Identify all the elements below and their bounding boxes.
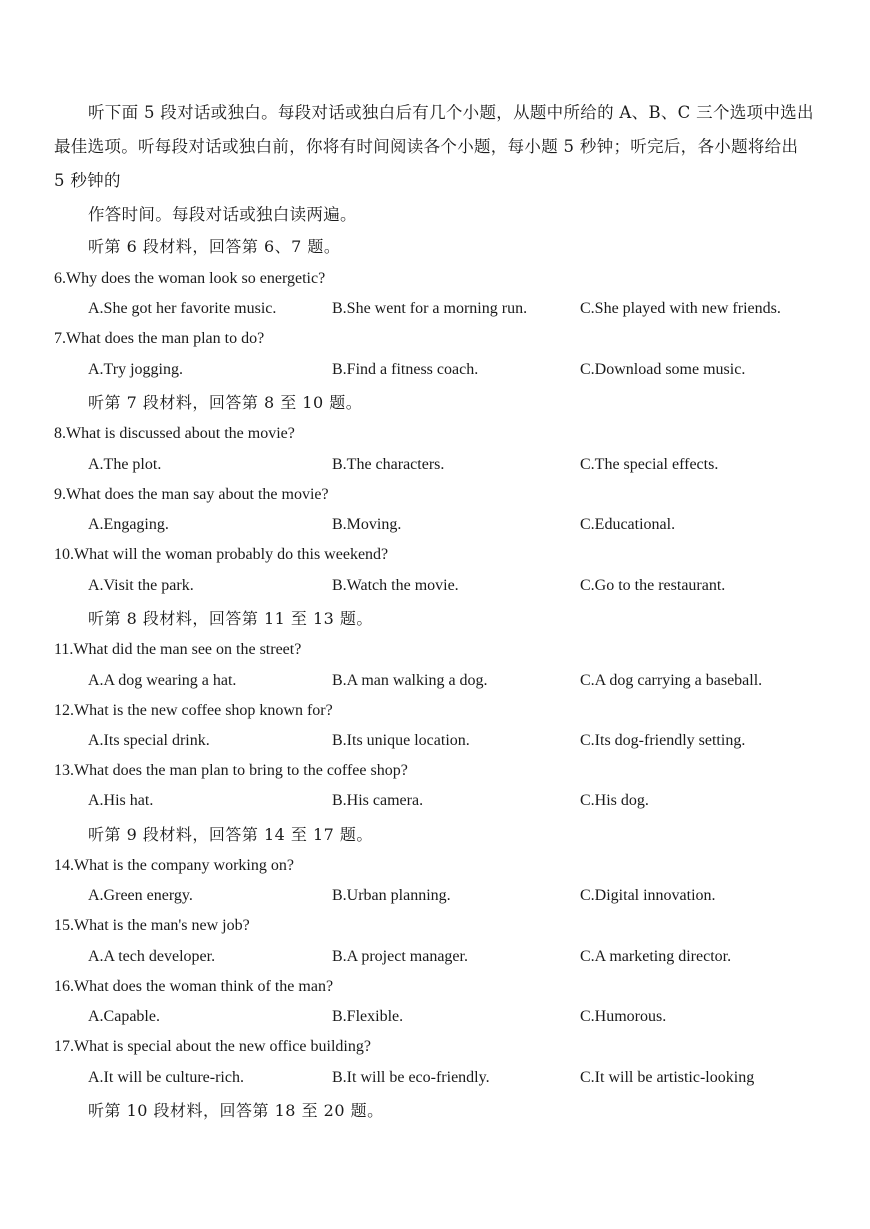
q8-option-c: C.The special effects. <box>580 456 719 473</box>
q8-option-a: A.The plot. <box>88 456 162 473</box>
q9-option-b: B.Moving. <box>332 516 402 533</box>
question-16: 16.What does the woman think of the man? <box>54 978 334 995</box>
q16-option-a: A.Capable. <box>88 1008 160 1025</box>
question-10: 10.What will the woman probably do this weekend? <box>54 546 389 563</box>
q8-option-b: B.The characters. <box>332 456 445 473</box>
q11-option-a: A.A dog wearing a hat. <box>88 672 237 689</box>
section-heading-10: 听第 10 段材料，回答第 18 至 20 题。 <box>88 1101 384 1120</box>
q16-option-b: B.Flexible. <box>332 1008 404 1025</box>
section-heading-8: 听第 8 段材料，回答第 11 至 13 题。 <box>88 609 373 628</box>
q15-option-b: B.A project manager. <box>332 948 468 965</box>
question-13: 13.What does the man plan to bring to the coffee shop? <box>54 762 408 779</box>
q6-option-c: C.She played with new friends. <box>580 300 781 317</box>
question-14: 14.What is the company working on? <box>54 857 294 874</box>
q9-option-c: C.Educational. <box>580 516 676 533</box>
q12-option-a: A.Its special drink. <box>88 732 210 749</box>
q16-option-c: C.Humorous. <box>580 1008 667 1025</box>
q15-option-a: A.A tech developer. <box>88 948 216 965</box>
q7-option-c: C.Download some music. <box>580 361 746 378</box>
q17-option-b: B.It will be eco-friendly. <box>332 1069 490 1086</box>
q15-option-c: C.A marketing director. <box>580 948 732 965</box>
q7-option-a: A.Try jogging. <box>88 361 183 378</box>
q14-option-c: C.Digital innovation. <box>580 887 716 904</box>
question-11: 11.What did the man see on the street? <box>54 641 302 658</box>
question-15: 15.What is the man's new job? <box>54 917 250 934</box>
q11-option-b: B.A man walking a dog. <box>332 672 488 689</box>
q10-option-a: A.Visit the park. <box>88 577 194 594</box>
q9-option-a: A.Engaging. <box>88 516 169 533</box>
question-9: 9.What does the man say about the movie? <box>54 486 329 503</box>
instructions-line-1: 听下面 5 段对话或独白。每段对话或独白后有几个小题，从题中所给的 A、B、C 三个选项中选出 <box>88 103 814 122</box>
q6-option-b: B.She went for a morning run. <box>332 300 528 317</box>
q14-option-a: A.Green energy. <box>88 887 193 904</box>
question-8: 8.What is discussed about the movie? <box>54 425 295 442</box>
q13-option-a: A.His hat. <box>88 792 154 809</box>
q10-option-b: B.Watch the movie. <box>332 577 459 594</box>
question-7: 7.What does the man plan to do? <box>54 330 265 347</box>
instructions-line-2: 最佳选项。听每段对话或独白前，你将有时间阅读各个小题，每小题 5 秒钟；听完后，各小题将给出 <box>54 137 799 156</box>
q13-option-b: B.His camera. <box>332 792 424 809</box>
instructions <box>54 96 840 232</box>
q13-option-c: C.His dog. <box>580 792 649 809</box>
section-heading-6: 听第 6 段材料，回答第 6、7 题。 <box>88 237 341 256</box>
instructions-line-3: 5 秒钟的 <box>54 171 121 190</box>
q7-option-b: B.Find a fitness coach. <box>332 361 479 378</box>
q11-option-c: C.A dog carrying a baseball. <box>580 672 763 689</box>
q6-option-a: A.She got her favorite music. <box>88 300 277 317</box>
question-12: 12.What is the new coffee shop known for? <box>54 702 333 719</box>
q10-option-c: C.Go to the restaurant. <box>580 577 726 594</box>
question-17: 17.What is special about the new office building? <box>54 1038 371 1055</box>
q12-option-c: C.Its dog-friendly setting. <box>580 732 746 749</box>
instructions-line-4: 作答时间。每段对话或独白读两遍。 <box>88 205 357 224</box>
q17-option-a: A.It will be culture-rich. <box>88 1069 244 1086</box>
section-heading-9: 听第 9 段材料，回答第 14 至 17 题。 <box>88 825 373 844</box>
question-6: 6.Why does the woman look so energetic? <box>54 270 326 287</box>
q12-option-b: B.Its unique location. <box>332 732 470 749</box>
section-heading-7: 听第 7 段材料，回答第 8 至 10 题。 <box>88 393 363 412</box>
q14-option-b: B.Urban planning. <box>332 887 451 904</box>
q17-option-c: C.It will be artistic-looking <box>580 1069 755 1086</box>
